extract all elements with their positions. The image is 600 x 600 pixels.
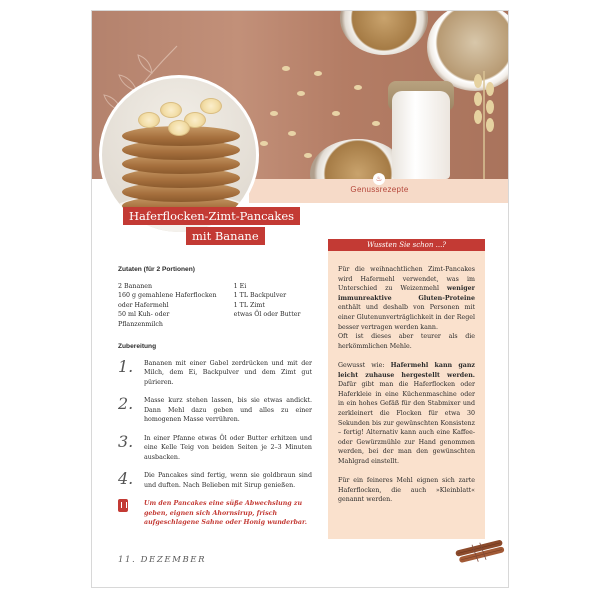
tip-text: Um den Pancakes eine süße Abwechslung zu geben, eignen sich Ahornsirup, frisch aufgeschlagene Sahne oder Honig wunderbar.	[144, 500, 307, 526]
info-paragraph: Für ein feineres Mehl eignen sich zarte Haferflocken, die auch »Kleinblatt« genannt werden.	[338, 477, 475, 504]
page-date: 11. DEZEMBER	[118, 555, 207, 565]
recipe-title-line1: Haferflocken-Zimt-Pancakes	[123, 207, 300, 225]
step-number: 2.	[118, 394, 134, 413]
ingredient-item: 1 TL Backpulver	[233, 292, 287, 299]
oat-flake	[304, 153, 312, 158]
ingredient-item: etwas Öl oder Butter	[233, 311, 301, 318]
recipe-column	[118, 265, 312, 528]
info-highlight: weniger immunreaktive Gluten-Proteine	[338, 285, 475, 302]
did-you-know-body	[328, 251, 485, 505]
step-item	[118, 471, 312, 490]
step-text: Die Pancakes sind fertig, wenn sie goldbraun sind und duften. Nach Belieben mit Sirup genießen.	[144, 472, 312, 489]
info-highlight: Hafermehl kann ganz leicht zuhause hergestellt werden.	[338, 361, 475, 379]
oat-flake	[354, 85, 362, 90]
banana-slice	[200, 98, 222, 114]
category-label: Genussrezepte	[350, 185, 409, 194]
info-text: Oft ist dieses aber teurer als die herkömmlichen Mehle.	[338, 333, 475, 350]
preparation-heading: Zubereitung	[118, 343, 157, 350]
step-text: In einer Pfanne etwas Öl oder Butter erhitzen und eine Kelle Teig von beiden Seiten je 2–3 Minuten ausbacken.	[144, 434, 312, 461]
oat-flake	[314, 71, 322, 76]
step-text: Masse kurz stehen lassen, bis sie etwas andickt. Dann Mehl dazu geben und alles zu einer homogenen Masse verrühren.	[144, 397, 312, 423]
ingredient-item: 1 Ei	[233, 282, 247, 290]
tip-icon	[118, 499, 128, 512]
info-paragraph	[338, 361, 475, 467]
oat-flake	[282, 66, 290, 71]
info-text: Dafür gibt man die Haferflocken oder Haferkleie in eine Küchenmaschine oder in ein hohes Gefäß für den Stabmixer und zerkleinert die Flocken für etwa 30 Sekunden bis zur gewünschten Konsistenz – fertig! Alternativ kann auch eine Kaffee- oder Gewürzmühle zur Hand genommen werden, bei der man den gewünschten Mahlgrad einstellt.	[338, 381, 475, 465]
step-item	[118, 396, 312, 425]
ingredient-item: oder Hafermehl	[118, 301, 169, 309]
ingredient-item: 2 Bananen	[118, 282, 153, 290]
info-paragraph	[338, 265, 475, 351]
step-number: 1.	[118, 356, 134, 376]
oat-flake	[372, 121, 380, 126]
recipe-title-line2: mit Banane	[186, 227, 265, 245]
banana-slice	[138, 112, 160, 128]
info-text: Gewusst wie:	[338, 361, 391, 369]
ingredient-item: Pflanzenmilch	[118, 320, 163, 328]
oat-flake	[270, 111, 278, 116]
oat-flake	[260, 141, 268, 146]
category-strip	[249, 175, 509, 203]
cinnamon-stick-icon	[454, 537, 506, 567]
ingredient-item: 160 g gemahlene Haferflocken	[118, 292, 217, 299]
banana-slice	[160, 102, 182, 118]
ingredients-heading: Zutaten (für 2 Portionen)	[118, 266, 195, 273]
did-you-know-heading: Wussten Sie schon ...?	[328, 239, 485, 251]
step-number: 4.	[118, 469, 134, 488]
milk-jar	[392, 91, 450, 179]
oat-flake	[288, 131, 296, 136]
steps-list	[118, 356, 312, 491]
cake-icon: ♨	[373, 173, 385, 185]
oat-bowl-top	[340, 11, 428, 55]
oat-flake	[297, 91, 305, 96]
tip	[118, 499, 312, 528]
ingredient-item: 50 ml Kuh- oder	[118, 311, 170, 318]
step-text: Bananen mit einer Gabel zerdrücken und mit der Milch, dem Ei, Backpulver und dem Zimt gut pürieren.	[144, 359, 312, 386]
banana-slice	[168, 120, 190, 136]
ingredient-item: 1 TL Zimt	[233, 301, 265, 309]
oat-flake	[332, 111, 340, 116]
step-number: 3.	[118, 431, 134, 451]
info-text: Für die weihnachtlichen Zimt-Pancakes wird Hafermehl verwendet, was im Unterschied zu Weizenmehl	[338, 266, 475, 293]
ingredients-list	[118, 282, 312, 330]
step-item	[118, 356, 312, 388]
info-text: enthält und deshalb von Personen mit einer Glutenunverträglichkeit in der Regel besser vertragen werden kann.	[338, 304, 475, 331]
wheat-icon	[464, 61, 504, 179]
did-you-know-box	[328, 239, 485, 539]
recipe-page	[91, 10, 509, 588]
step-item	[118, 431, 312, 463]
